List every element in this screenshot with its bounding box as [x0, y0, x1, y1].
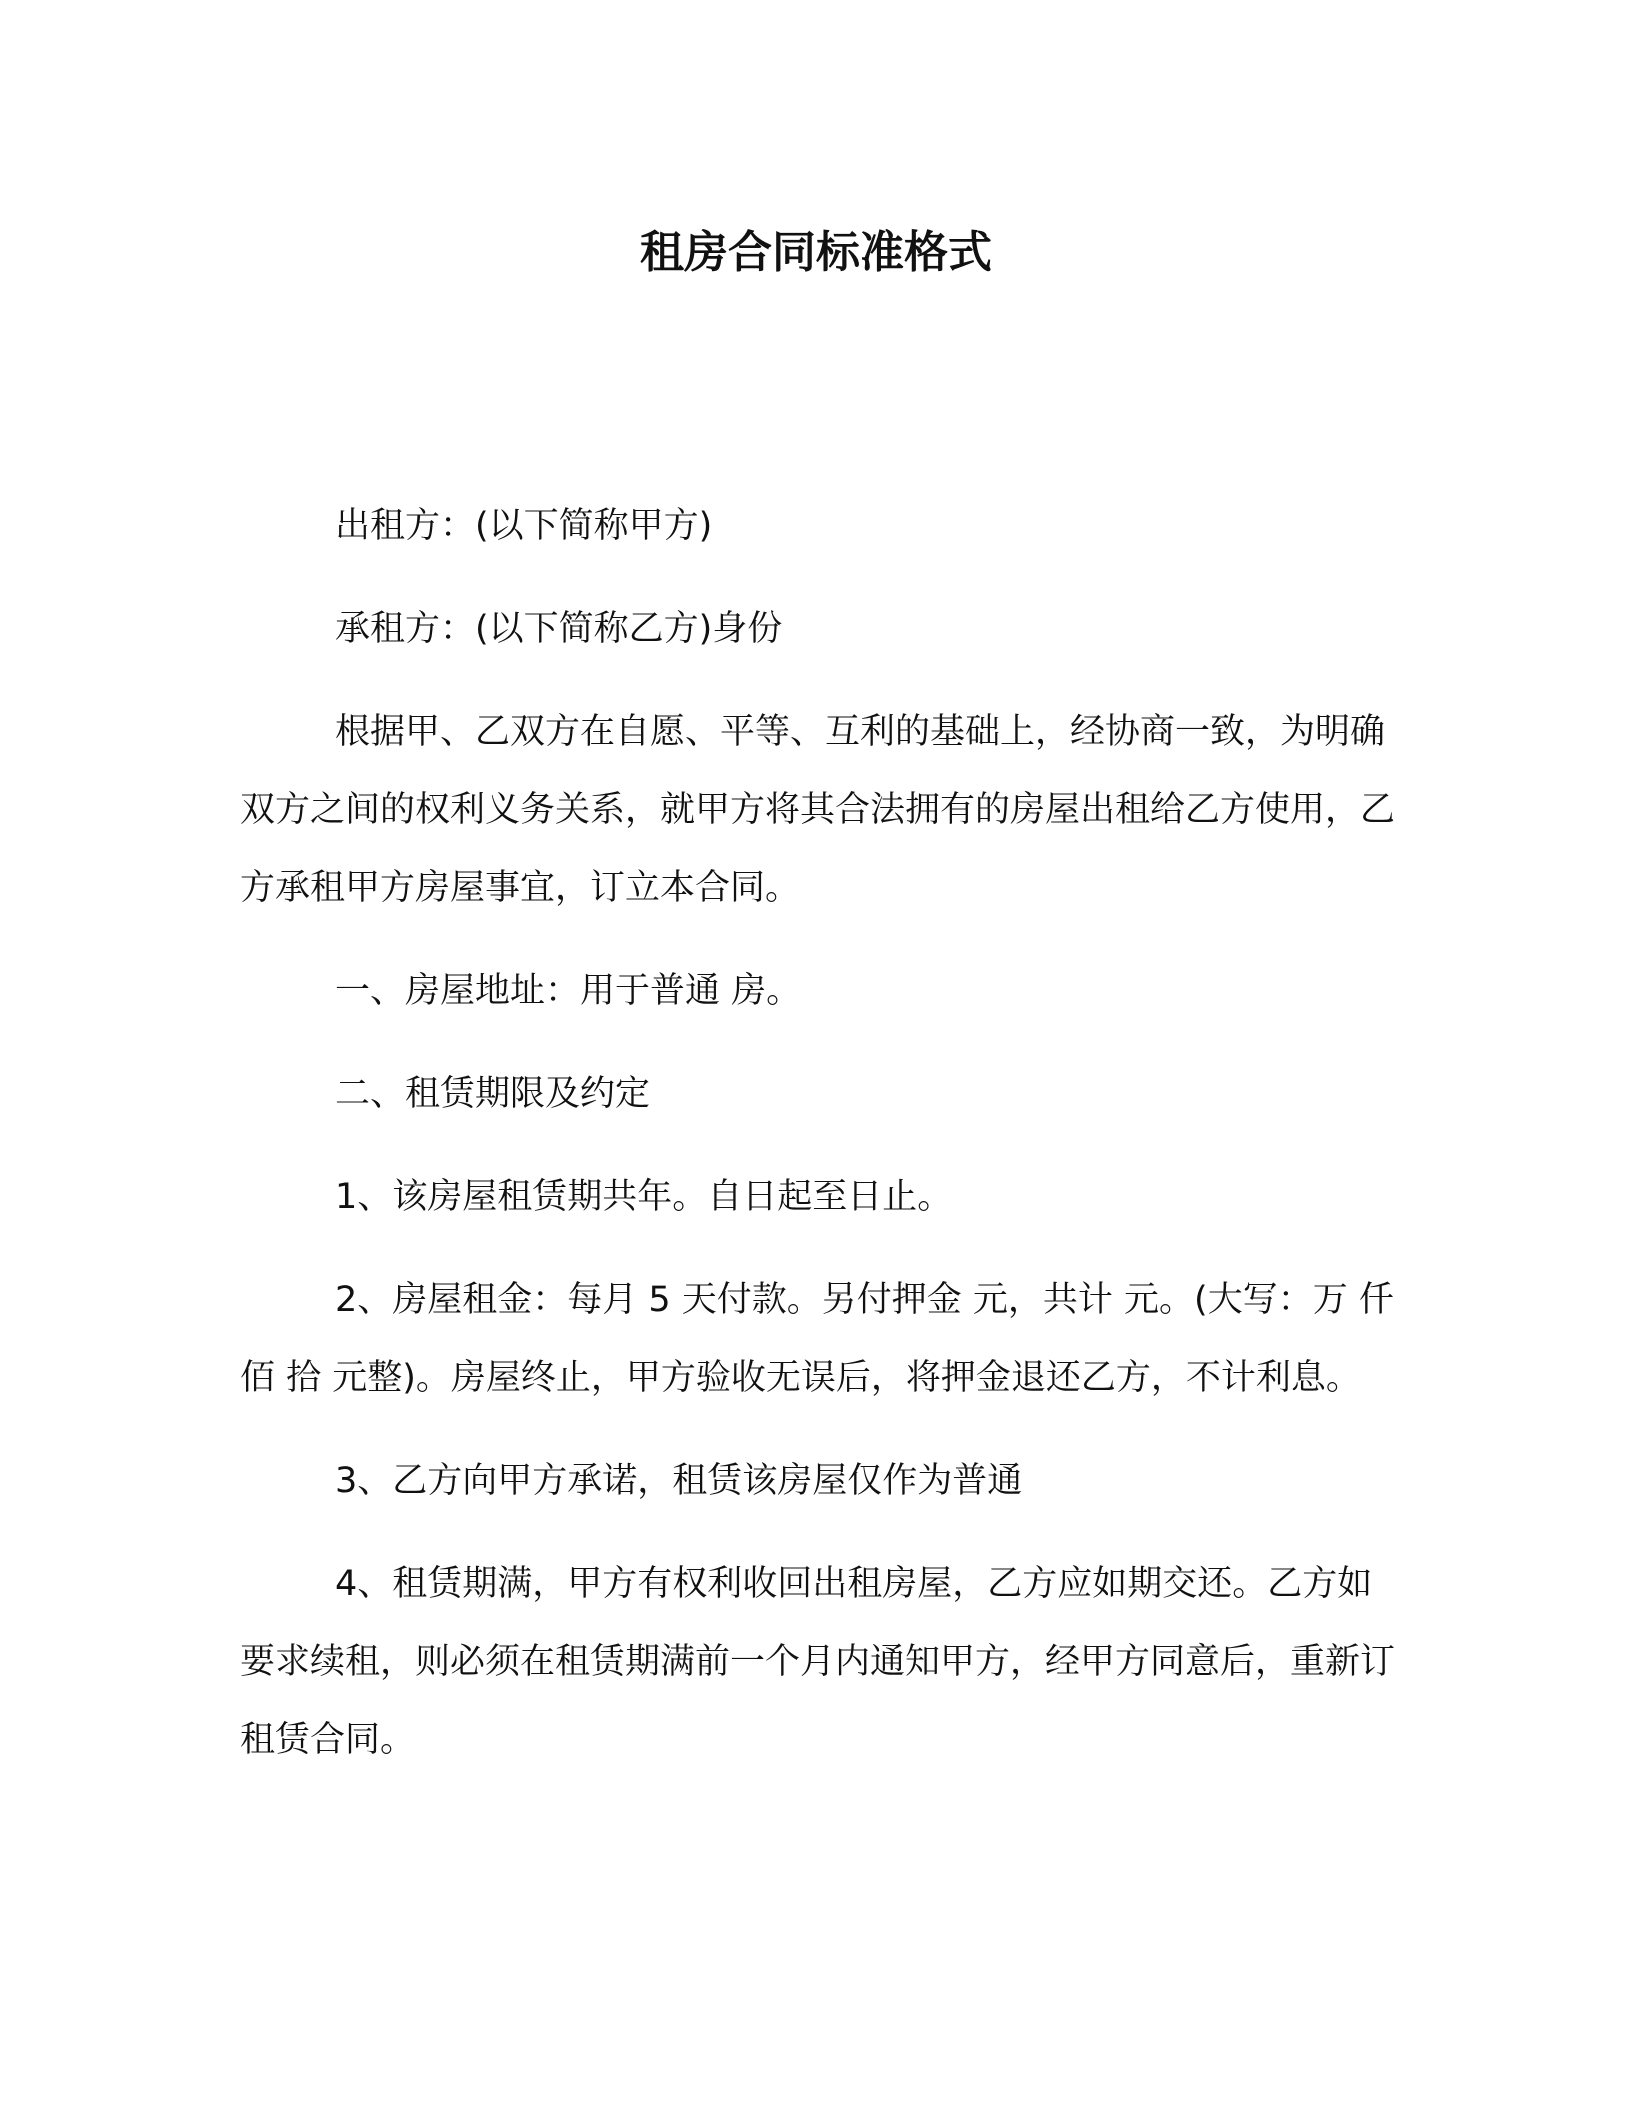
paragraph-clause-3: 3、乙方向甲方承诺，租赁该房屋仅作为普通	[335, 1461, 1023, 1501]
paragraph-lessor: 出租方：(以下简称甲方)	[335, 506, 713, 546]
paragraph-clause-2: 2、房屋租金：每月 5 天付款。另付押金 元，共计 元。(大写：万 仟 佰 拾 元整)。房屋终止，甲方验收无误后，将押金退还乙方，不计利息。	[240, 1280, 1394, 1398]
document-body	[240, 487, 1395, 1804]
paragraph-section-2-heading: 二、租赁期限及约定	[335, 1074, 651, 1114]
paragraph-lessee: 承租方：(以下简称乙方)身份	[335, 609, 783, 649]
paragraph-preamble: 根据甲、乙双方在自愿、平等、互利的基础上，经协商一致，为明确双方之间的权利义务关系，就甲方将其合法拥有的房屋出租给乙方使用，乙方承租甲方房屋事宜，订立本合同。	[240, 712, 1396, 908]
document-title: 租房合同标准格式	[640, 227, 992, 278]
paragraph-clause-4: 4、租赁期满，甲方有权利收回出租房屋，乙方应如期交还。乙方如要求续租，则必须在租赁期满前一个月内通知甲方，经甲方同意后，重新订租赁合同。	[240, 1564, 1396, 1760]
paragraph-section-1-address: 一、房屋地址：用于普通 房。	[335, 971, 802, 1011]
paragraph-clause-1: 1、该房屋租赁期共年。自日起至日止。	[335, 1177, 953, 1217]
